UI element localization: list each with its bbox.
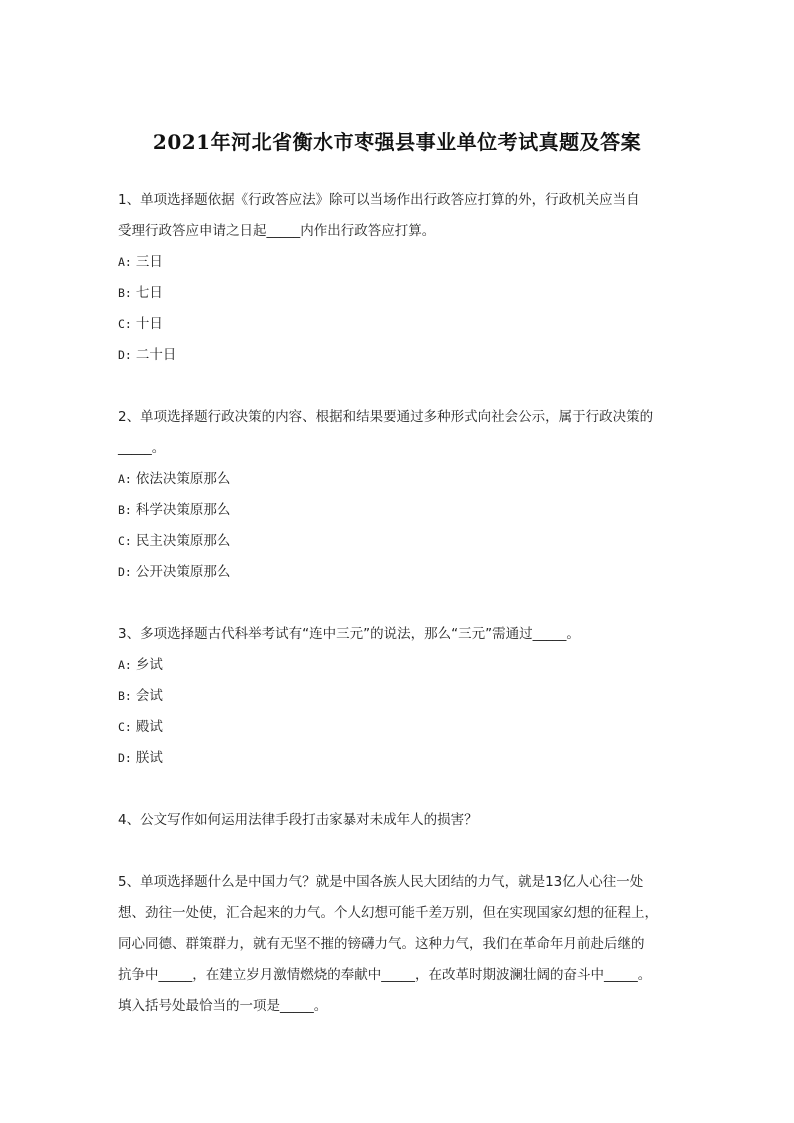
- question-text-line: 填入括号处最恰当的一项是_____。: [118, 998, 328, 1014]
- question-2: [118, 402, 683, 588]
- question-text-line: 4、公文写作如何运用法律手段打击家暴对未成年人的损害？: [118, 812, 478, 828]
- option-b: [118, 681, 683, 712]
- option-letter: A:: [118, 658, 132, 672]
- option-a: [118, 247, 683, 278]
- question-text-line: 受理行政答应申请之日起_____内作出行政答应打算。: [118, 223, 436, 239]
- option-letter: D:: [118, 751, 132, 765]
- option-text: 七日: [135, 285, 163, 301]
- option-c: [118, 309, 683, 340]
- question-text-line: 想、劲往一处使，汇合起来的力气。个人幻想可能千差万别，但在实现国家幻想的征程上，: [118, 905, 658, 921]
- question-4: [118, 805, 683, 836]
- option-d: [118, 340, 683, 371]
- option-d: [118, 557, 683, 588]
- option-a: [118, 650, 683, 681]
- option-a: [118, 464, 683, 495]
- question-1: [118, 185, 683, 371]
- question-text-line: 同心同德、群策群力，就有无坚不摧的镑礴力气。这种力气，我们在革命年月前赴后继的: [118, 936, 645, 952]
- option-letter: B:: [118, 503, 132, 517]
- option-text: 二十日: [135, 347, 177, 363]
- option-text: 朕试: [135, 750, 163, 766]
- option-letter: D:: [118, 348, 132, 362]
- option-text: 科学决策原那么: [135, 502, 231, 518]
- option-c: [118, 712, 683, 743]
- spacer: [118, 774, 683, 805]
- option-letter: B:: [118, 689, 132, 703]
- option-text: 殿试: [135, 719, 163, 735]
- spacer: [118, 836, 683, 867]
- option-text: 乡试: [135, 657, 163, 673]
- option-text: 会试: [135, 688, 163, 704]
- question-3: [118, 619, 683, 774]
- question-text-line: 3、多项选择题古代科举考试有“连中三元”的说法，那么“三元”需通过_____。: [118, 626, 580, 642]
- spacer: [118, 588, 683, 619]
- option-letter: C:: [118, 534, 132, 548]
- option-text: 公开决策原那么: [135, 564, 231, 580]
- question-text-line: 5、单项选择题什么是中国力气？就是中国各族人民大团结的力气，就是13亿人心往一处: [118, 874, 644, 890]
- page-title: 2021年河北省衡水市枣强县事业单位考试真题及答案: [152, 130, 642, 154]
- option-d: [118, 743, 683, 774]
- option-letter: A:: [118, 255, 132, 269]
- question-text-line: 2、单项选择题行政决策的内容、根据和结果要通过多种形式向社会公示，属于行政决策的: [118, 409, 654, 425]
- option-c: [118, 526, 683, 557]
- option-letter: A:: [118, 472, 132, 486]
- option-text: 民主决策原那么: [135, 533, 231, 549]
- option-letter: C:: [118, 317, 132, 331]
- option-text: 三日: [135, 254, 163, 270]
- question-list: [118, 185, 683, 1022]
- option-b: [118, 278, 683, 309]
- question-text-line: _____。: [118, 440, 166, 456]
- spacer: [118, 371, 683, 402]
- option-letter: D:: [118, 565, 132, 579]
- option-text: 依法决策原那么: [135, 471, 231, 487]
- question-text-line: 1、单项选择题依据《行政答应法》除可以当场作出行政答应打算的外，行政机关应当自: [118, 192, 640, 208]
- question-text-line: 抗争中_____，在建立岁月激情燃烧的奉献中_____，在改革时期波澜壮阔的奋斗中_____。: [118, 967, 652, 983]
- option-letter: C:: [118, 720, 132, 734]
- question-5: [118, 867, 683, 1022]
- option-text: 十日: [135, 316, 163, 332]
- option-b: [118, 495, 683, 526]
- option-letter: B:: [118, 286, 132, 300]
